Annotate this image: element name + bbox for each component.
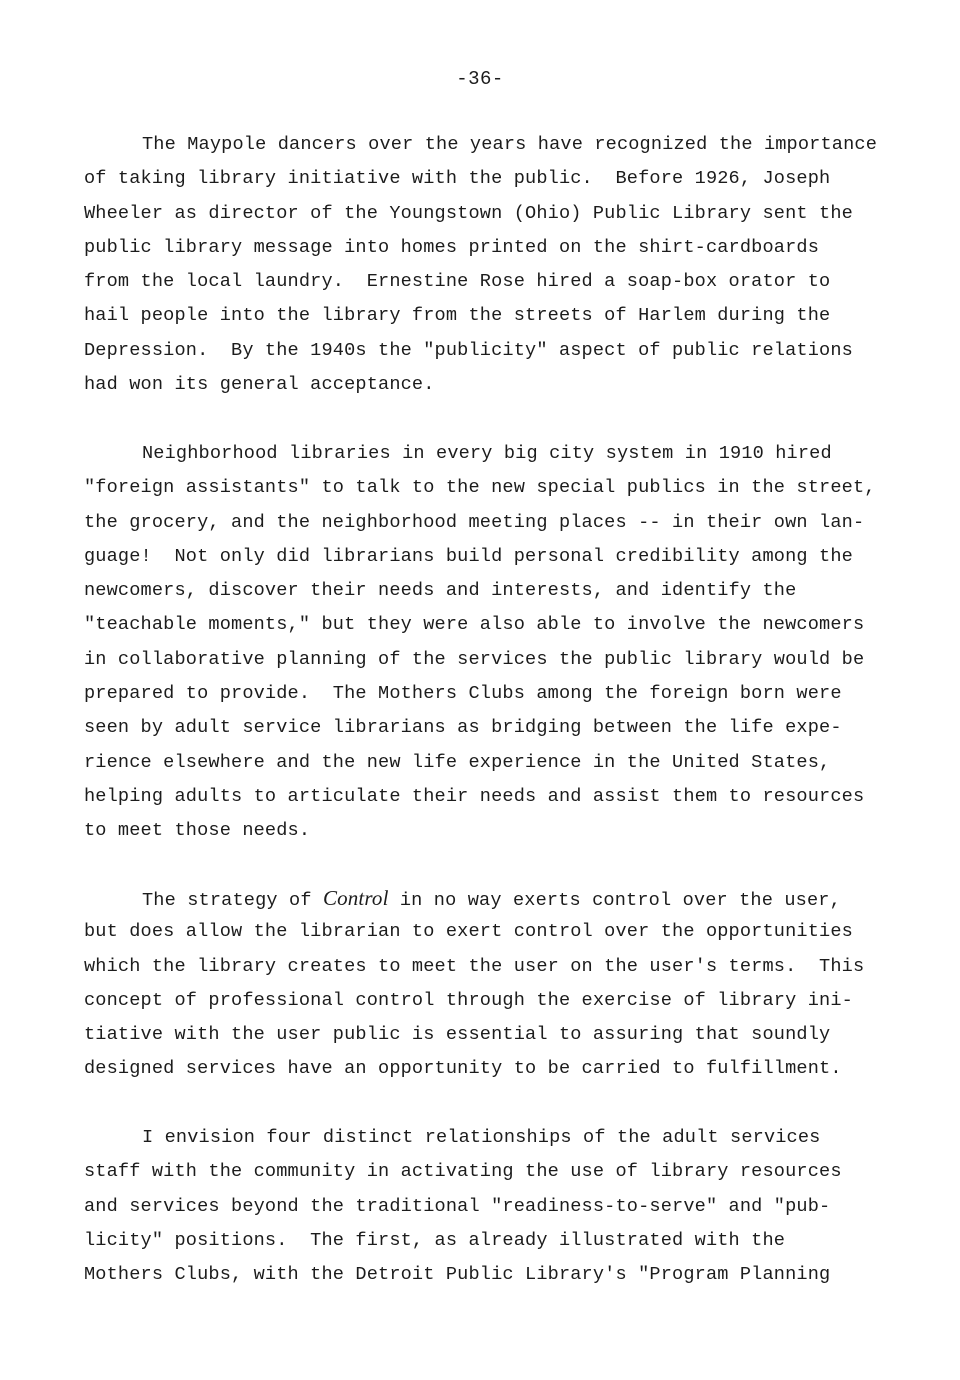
text-line: designed services have an opportunity to be carried to fulfillment. xyxy=(84,1058,842,1080)
text-line: guage! Not only did librarians build personal credibility among the xyxy=(84,545,853,567)
text-line: the grocery, and the neighborhood meeting places -- in their own lan- xyxy=(84,511,865,533)
paragraph-strategy-of-control xyxy=(84,881,904,1087)
text-line: "foreign assistants" to talk to the new special publics in the street, xyxy=(84,477,876,499)
text-line: newcomers, discover their needs and interests, and identify the xyxy=(84,580,797,602)
text-line: hail people into the library from the streets of Harlem during the xyxy=(84,305,831,327)
text-line: "teachable moments," but they were also able to involve the newcomers xyxy=(84,614,865,636)
paragraph-maypole-dancers xyxy=(84,128,904,402)
page-number: -36- xyxy=(456,68,504,90)
text-line: licity" positions. The first, as already illustrated with the xyxy=(84,1229,786,1251)
text-line: staff with the community in activating the use of library resources xyxy=(84,1161,842,1183)
paragraph-four-relationships xyxy=(84,1121,904,1292)
text-line: of taking library initiative with the public. Before 1926, Joseph xyxy=(84,168,831,190)
emphasis-control: Control xyxy=(322,886,389,910)
text-line: to meet those needs. xyxy=(84,820,311,842)
text-line: concept of professional control through the exercise of library ini- xyxy=(84,989,853,1011)
text-line: public library message into homes printed on the shirt-cardboards xyxy=(84,236,820,258)
text-line: helping adults to articulate their needs and assist them to resources xyxy=(84,785,865,807)
text-line: prepared to provide. The Mothers Clubs among the foreign born were xyxy=(84,683,842,705)
text-line: tiative with the user public is essential to assuring that soundly xyxy=(84,1024,831,1046)
text-run: The strategy of xyxy=(142,890,323,911)
text-line: and services beyond the traditional "readiness-to-serve" and "pub- xyxy=(84,1195,831,1217)
text-line: had won its general acceptance. xyxy=(84,374,435,396)
text-line: Neighborhood libraries in every big city system in 1910 hired xyxy=(142,443,832,464)
text-line: Mothers Clubs, with the Detroit Public Library's "Program Planning xyxy=(84,1264,831,1286)
text-line: seen by adult service librarians as bridging between the life expe- xyxy=(84,717,842,739)
text-line: rience elsewhere and the new life experience in the United States, xyxy=(84,751,831,773)
text-line: The Maypole dancers over the years have recognized the importance xyxy=(142,134,878,155)
paragraph-neighborhood-libraries xyxy=(84,437,904,849)
text-line: but does allow the librarian to exert control over the opportunities xyxy=(84,921,853,943)
text-line: in collaborative planning of the services the public library would be xyxy=(84,648,865,670)
text-line xyxy=(84,881,904,915)
text-line: Wheeler as director of the Youngstown (Ohio) Public Library sent the xyxy=(84,202,853,224)
text-line: from the local laundry. Ernestine Rose hired a soap-box orator to xyxy=(84,271,831,293)
text-run: in no way exerts control over the user, xyxy=(388,890,841,911)
text-line: Depression. By the 1940s the "publicity" aspect of public relations xyxy=(84,339,853,361)
text-line: which the library creates to meet the user on the user's terms. This xyxy=(84,955,865,977)
text-line: I envision four distinct relationships of the adult services xyxy=(142,1127,821,1148)
